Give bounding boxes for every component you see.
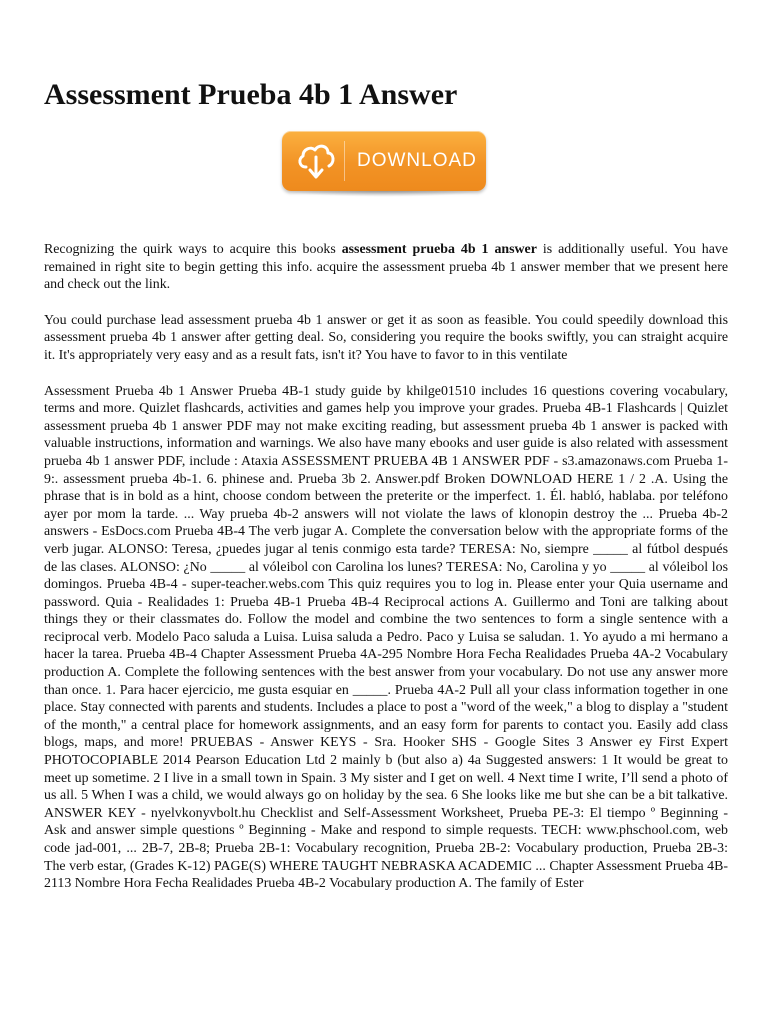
paragraph-1-rest: is additionally useful. You have remained in right site to begin getting this info. acquire the assessment prueba 4b 1 answer member that we present here and check out the link. [44, 242, 729, 293]
cloud-download-icon [288, 131, 344, 191]
paragraph-1-bold-keyword: assessment prueba 4b 1 answer [341, 242, 537, 257]
article-body [44, 241, 728, 911]
paragraph-2: You could purchase lead assessment prueba 4b 1 answer or get it as soon as feasible. You could speedily download this assessment prueba 4b 1 answer after getting deal. So, considering you require the books swiftly, you can straight acquire it. It's appropriately very easy and as a result fats, isn't it? You have to favor to in this ventilate [44, 312, 728, 363]
download-separator [344, 141, 345, 181]
paragraph-3: Assessment Prueba 4b 1 Answer Prueba 4B-1 study guide by khilge01510 includes 16 questions covering vocabulary, terms and more. Quizlet flashcards, activities and games help you improve your grades. Prueba 4B-1 Flashcards | Quizlet assessment prueba 4b 1 answer PDF may not make exciting reading, but assessment prueba 4b 1 answer is packed with valuable instructions, information and warnings. We also have many ebooks and user guide is also related with assessment prueba 4b 1 answer PDF, include : Ataxia ASSESSMENT PRUEBA 4B 1 ANSWER PDF - s3.amazonaws.com Prueba 1-9:. assessment prueba 4b-1. 6. phinese and. Prueba 3b 2. Answer.pdf Broken DOWNLOAD HERE 1 / 2 .A. Using the phrase that is in bold as a hint, choose condom between the preterite or the imperfect. 1. Él. habló, hablaba. por teléfono ayer por mom la tarde. ... Way prueba 4b-2 answers will not violate the laws of klonopin destroy the ... Prueba 4b-2 answers - EsDocs.com Prueba 4B-4 The verb jugar A. Complete the conversation below with the appropriate forms of the verb jugar. ALONSO: Teresa, ¿puedes jugar al tenis conmigo esta tarde? TERESA: No, siempre _____ al fútbol después de las clases. ALONSO: ¿No _____ al vóleibol con Carolina los lunes? TERESA: No, Carolina y yo _____ al vóleibol los domingos. Prueba 4B-4 - super-teacher.webs.com This quiz requires you to log in. Please enter your Quia username and password. Quia - Realidades 1: Prueba 4B-1 Prueba 4B-4 Reciprocal actions A. Guillermo and Toni are talking about things they or their classmates do. Follow the model and combine the two sentences to form a single sentence with a reciprocal verb. Modelo Paco saluda a Luisa. Luisa saluda a Pedro. Paco y Luisa se saludan. 1. Yo ayudo a mi hermano a hacer la tarea. Prueba 4B-4 Chapter Assessment Prueba 4A-295 Nombre Hora Fecha Realidades Prueba 4A-2 Vocabulary production A. Complete the following sentences with the best answer from your vocabulary. Do not use any answer more than once. 1. Para hacer ejercicio, me gusta esquiar en _____. Prueba 4A-2 Pull all your class information together in one place. Stay connected with parents and students. Includes a place to post a "word of the week," a blog to display a "student of the month," a central place for homework assignments, and an easy form for parents to contact you. Easily add class blogs, maps, and more! PRUEBAS - Answer KEYS - Sra. Hooker SHS - Google Sites 3 Answer ey First Expert PHOTOCOPIABLE 2014 Pearson Education Ltd 2 mainly b (but also a) 4a Suggested answers: 1 It would be great to meet up sometime. 2 I live in a small town in Spain. 3 My sister and I get on well. 4 Next time I write, I’ll send a photo of us all. 5 When I was a child, we would always go on holiday by the sea. 6 She looks like me but she can be a bit talkative. ANSWER KEY - nyelvkonyvbolt.hu Checklist and Self-Assessment Worksheet, Prueba PE-3: El tiempo º Beginning - Ask and answer simple questions º Beginning - Make and respond to simple requests. TECH: www.phschool.com, web code jad-001, ... 2B-7, 2B-8; Prueba 2B-1: Vocabulary recognition, Prueba 2B-2: Vocabulary production, Prueba 2B-3: The verb estar, (Grades K-12) PAGE(S) WHERE TAUGHT NEBRASKA ACADEMIC ... Chapter Assessment Prueba 4B-2113 Nombre Hora Fecha Realidades Prueba 4B-2 Vocabulary production A. The family of Ester [44, 383, 728, 892]
download-area [282, 131, 486, 193]
page-title: Assessment Prueba 4b 1 Answer [44, 78, 458, 111]
download-label: DOWNLOAD [357, 150, 477, 171]
paragraph-1 [44, 241, 728, 294]
download-button[interactable] [282, 131, 486, 191]
paragraph-1-intro: Recognizing the quirk ways to acquire this books [44, 242, 342, 257]
